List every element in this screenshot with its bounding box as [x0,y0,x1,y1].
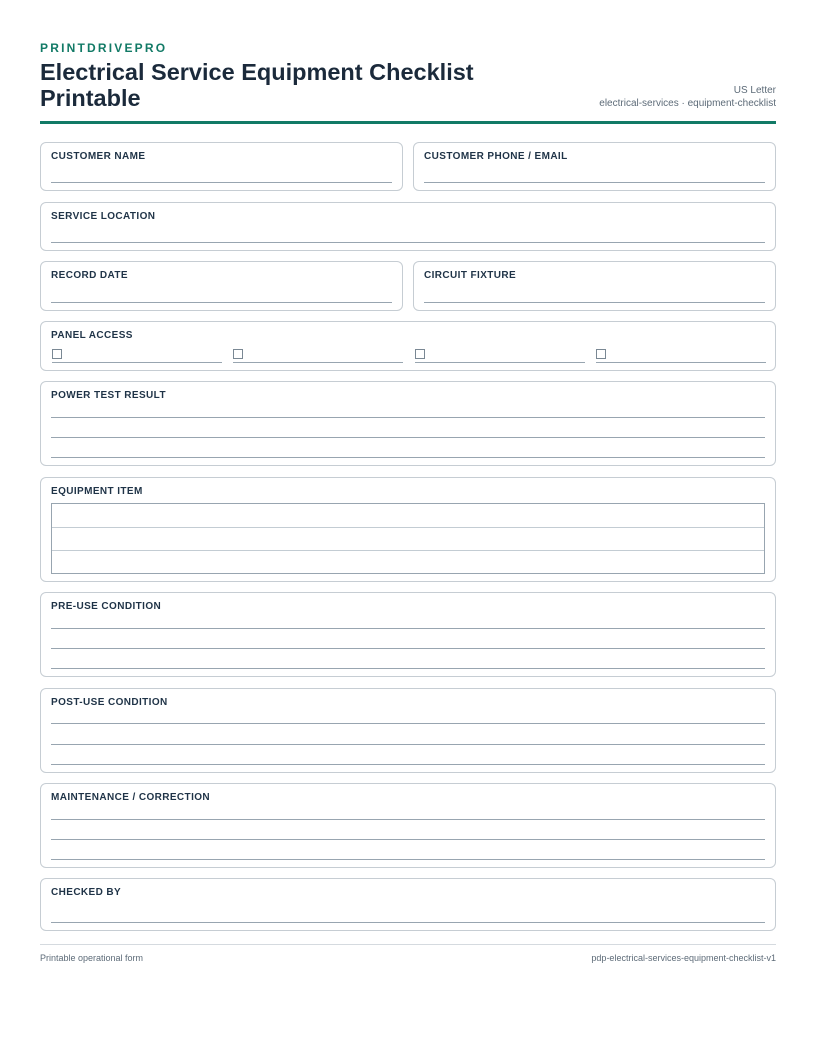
panel-access-option [233,349,403,363]
pre-use-condition-field [40,592,776,677]
footer-description: Printable operational form [40,953,144,963]
panel-access-field [40,321,776,371]
checked-by-field [40,878,776,931]
writing-line[interactable] [51,628,765,629]
equipment-item-table[interactable] [51,503,765,574]
brand-name: PRINTDRIVEPRO [40,41,168,55]
checkbox[interactable] [415,349,425,359]
record-date-line[interactable] [51,302,392,303]
panel-access-label: PANEL ACCESS [51,330,133,341]
header-divider [40,121,776,124]
writing-line[interactable] [51,648,765,649]
writing-line[interactable] [51,723,765,724]
page-title: Electrical Service Equipment Checklist Printable [40,59,474,111]
customer-name-line[interactable] [51,182,392,183]
equipment-item-label: EQUIPMENT ITEM [51,486,143,497]
writing-line[interactable] [51,839,765,840]
circuit-fixture-line[interactable] [424,302,765,303]
option-line[interactable] [596,362,766,363]
document-meta [599,84,776,110]
post-use-condition-label: POST-USE CONDITION [51,697,168,708]
customer-contact-field [413,142,776,191]
checked-by-label: CHECKED BY [51,887,122,898]
service-location-field [40,202,776,251]
pre-use-condition-label: PRE-USE CONDITION [51,601,162,612]
panel-access-option [52,349,222,363]
checked-by-line[interactable] [51,922,765,923]
table-row-divider [52,527,764,528]
writing-line[interactable] [51,859,765,860]
equipment-item-field [40,477,776,582]
service-location-line[interactable] [51,242,765,243]
writing-line[interactable] [51,417,765,418]
record-date-field [40,261,403,311]
writing-line[interactable] [51,744,765,745]
writing-line[interactable] [51,764,765,765]
customer-contact-label: CUSTOMER PHONE / EMAIL [424,151,568,162]
customer-name-field [40,142,403,191]
checkbox[interactable] [596,349,606,359]
customer-contact-line[interactable] [424,182,765,183]
writing-line[interactable] [51,668,765,669]
checkbox[interactable] [52,349,62,359]
form-id: pdp-electrical-services-equipment-checklist-v1 [591,953,776,963]
power-test-result-label: POWER TEST RESULT [51,390,166,401]
maintenance-correction-field [40,783,776,868]
maintenance-correction-label: MAINTENANCE / CORRECTION [51,792,211,803]
writing-line[interactable] [51,457,765,458]
option-line[interactable] [52,362,222,363]
paper-size: US Letter [733,85,776,96]
panel-access-option [415,349,585,363]
post-use-condition-field [40,688,776,773]
category-path: electrical-services · equipment-checklist [599,98,776,109]
option-line[interactable] [415,362,585,363]
footer-divider [40,944,776,945]
circuit-fixture-label: CIRCUIT FIXTURE [424,270,517,281]
writing-line[interactable] [51,819,765,820]
customer-name-label: CUSTOMER NAME [51,151,146,162]
power-test-result-field [40,381,776,466]
circuit-fixture-field [413,261,776,311]
option-line[interactable] [233,362,403,363]
service-location-label: SERVICE LOCATION [51,211,156,222]
table-row-divider [52,550,764,551]
record-date-label: RECORD DATE [51,270,128,281]
panel-access-option [596,349,766,363]
writing-line[interactable] [51,437,765,438]
checkbox[interactable] [233,349,243,359]
